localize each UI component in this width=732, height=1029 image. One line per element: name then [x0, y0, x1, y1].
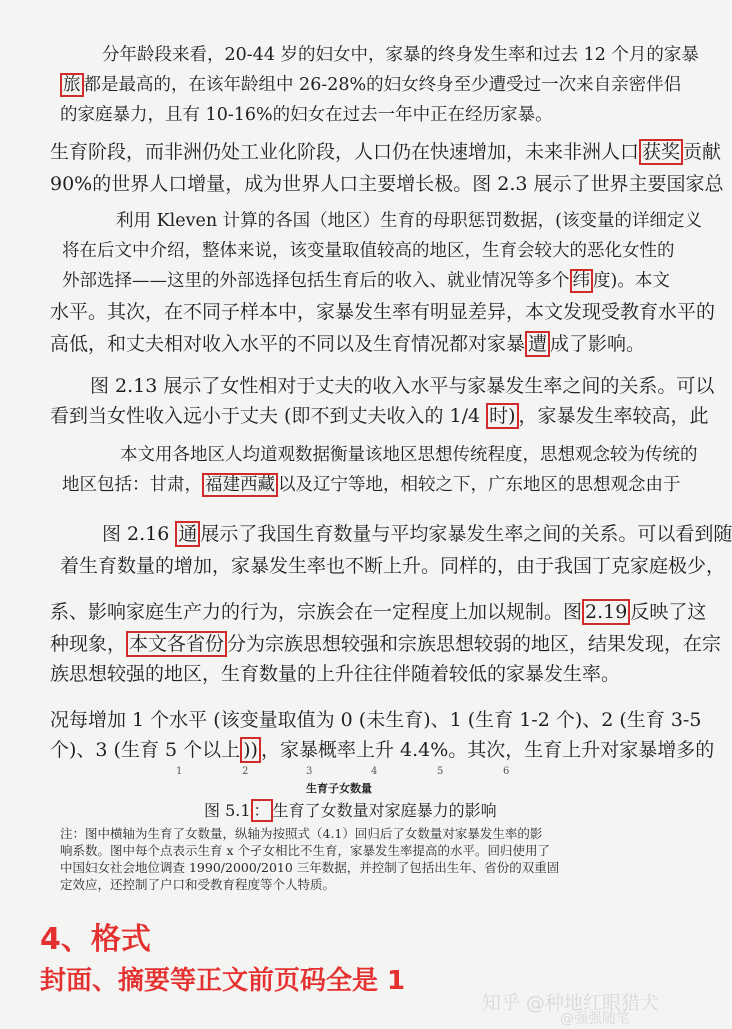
paragraph-line: 生育阶段，而非洲仍处工业化阶段，人口仍在快速增加，未来非洲人口 获奖 贡献	[50, 141, 722, 163]
paragraph-line: 旅 都是最高的，在该年龄组中 26-28%的妇女终身至少遭受过一次来自亲密伴侣	[60, 70, 681, 100]
paragraph-line: 将在后文中介绍，整体来说，该变量取值较高的地区，生育会较大的恶化女性的	[62, 241, 675, 261]
paragraph-line: 况每增加 1 个水平 (该变量取值为 0 (未生育)、1 (生育 1-2 个)、2 (生育 3-5	[50, 709, 702, 731]
highlight-box: 2.19	[582, 599, 630, 625]
paragraph-line: 种现象， 本文各省份 分为宗族思想较强和宗族思想较弱的地区，结果发现，在宗	[50, 633, 722, 655]
axis-tick-label: 1	[176, 766, 183, 777]
paragraph-line: 本文用各地区人均道观数据衡量该地区思想传统程度，思想观念较为传统的	[120, 445, 698, 465]
paragraph-line: 图 2.13 展示了女性相对于丈夫的收入水平与家暴发生率之间的关系。可以	[90, 375, 715, 397]
paragraph-line: 的家庭暴力，且有 10-16%的妇女在过去一年中正在经历家暴。	[60, 105, 553, 125]
format-rule: 封面、摘要等正文前页码全是 1	[40, 966, 406, 996]
axis-tick-label: 5	[437, 766, 444, 777]
axis-tick-label: 6	[503, 766, 510, 777]
paragraph-line: 着生育数量的增加，家暴发生率也不断上升。同样的，由于我国丁克家庭极少，	[60, 555, 726, 577]
section-heading: 4、格式	[40, 922, 151, 957]
highlight-box: 遭	[525, 331, 550, 357]
paragraph-line: 外部选择——这里的外部选择包括生育后的收入、就业情况等多个 纬 度)。本文	[62, 271, 670, 291]
highlight-box: 纬	[570, 269, 594, 293]
highlight-box: 福建西藏	[202, 473, 278, 497]
axis-title: 生育子女数量	[306, 782, 372, 795]
paragraph-line: 系、影响家庭生产力的行为，宗族会在一定程度上加以规制。图 2.19 反映了这	[50, 601, 707, 623]
axis-tick-label: 3	[306, 766, 313, 777]
paragraph-line: 高低，和丈夫相对收入水平的不同以及生育情况都对家暴 遭 成了影响。	[50, 333, 646, 355]
zhihu-watermark: 知乎 @种地红眼猎犬	[482, 992, 660, 1014]
highlight-box: ：	[251, 799, 273, 822]
paragraph-line: 图 2.16 通 展示了我国生育数量与平均家暴发生率之间的关系。可以看到随	[102, 523, 732, 545]
paragraph-line: 看到当女性收入远小于丈夫 (即不到丈夫收入的 1/4 时) ，家暴发生率较高，此	[50, 405, 709, 427]
axis-tick-label: 4	[371, 766, 378, 777]
figure-note: 注：图中横轴为生育了女数量，纵轴为按照式（4.1）回归后了女数量对家暴发生率的影	[60, 826, 543, 841]
paragraph-line: 族思想较强的地区，生育数量的上升往往伴随着较低的家暴发生率。	[50, 663, 621, 685]
figure-note: 中国妇女社会地位调查 1990/2000/2010 三年数据，并控制了包括出生年、省份的双重固	[60, 860, 560, 875]
highlight-box: 本文各省份	[126, 631, 227, 657]
paragraph-line: 利用 Kleven 计算的各国（地区）生育的母职惩罚数据，(该变量的详细定义	[116, 211, 702, 231]
paragraph-line: 地区包括：甘肃， 福建西藏 以及辽宁等地，相较之下，广东地区的思想观念由于	[62, 475, 681, 495]
paragraph-line: 个)、3 (生育 5 个以上 )) ，家暴概率上升 4.4%。其次，生育上升对家暴增多的	[50, 739, 715, 761]
paragraph-line: 分年龄段来看，20-44 岁的妇女中，家暴的终身发生率和过去 12 个月的家暴	[102, 45, 699, 65]
axis-tick-label: 2	[242, 766, 249, 777]
paragraph-line: 水平。其次，在不同子样本中，家暴发生率有明显差异，本文发现受教育水平的	[50, 301, 716, 323]
figure-note: 响系数。图中每个点表示生育 x 个孑女相比不生育，家暴发生率提高的水平。回归使用了	[60, 843, 550, 858]
figure-caption: 图 5.1 ： 生育了女数量对家庭暴力的影响	[204, 801, 497, 820]
figure-note: 定效应，还控制了户口和受教育程度等个人特质。	[60, 877, 336, 892]
paragraph-line: 90%的世界人口增量，成为世界人口主要增长极。图 2.3 展示了世界主要国家总	[50, 173, 724, 195]
highlight-box: 通	[175, 521, 200, 547]
highlight-box: 旅	[60, 73, 84, 97]
weibo-watermark: @强强随笔	[560, 1011, 630, 1027]
highlight-box: ))	[240, 737, 261, 763]
highlight-box: 获奖	[639, 139, 683, 165]
highlight-box: 时)	[486, 403, 518, 429]
